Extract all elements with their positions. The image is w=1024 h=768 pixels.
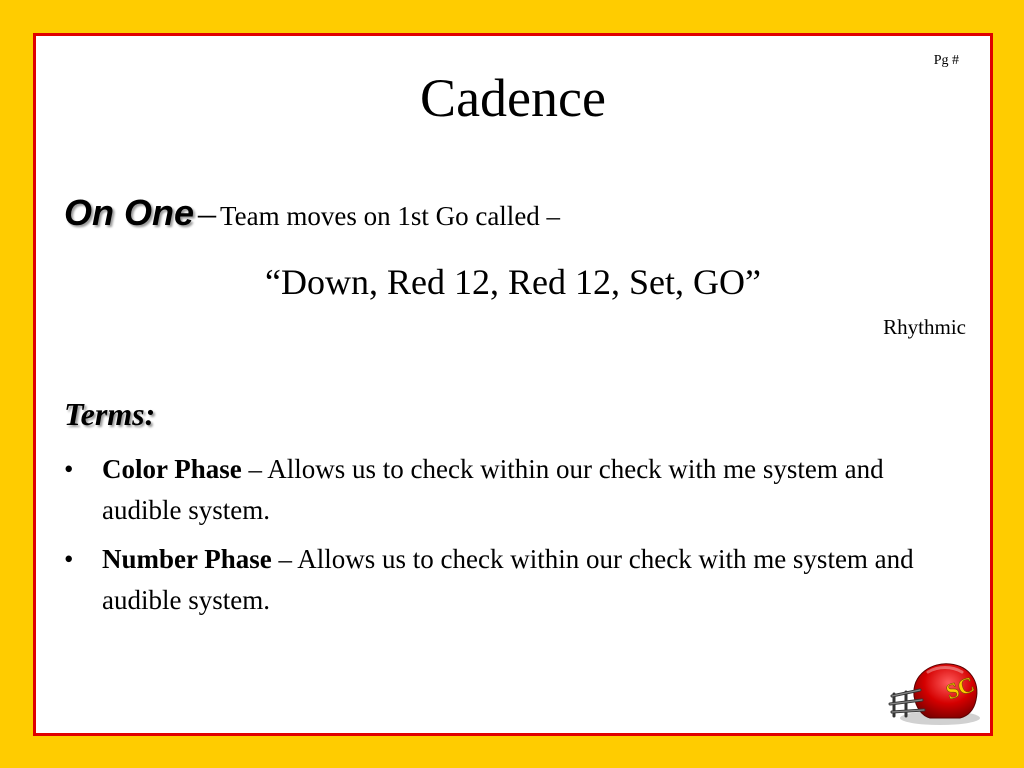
svg-text:SC: SC: [942, 671, 978, 705]
on-one-line: [64, 192, 560, 234]
list-item: [64, 539, 944, 621]
terms-list: [64, 449, 944, 629]
term-definition: – Allows us to check within our check with me system and audible system.: [102, 454, 884, 525]
on-one-dash: –: [198, 193, 217, 233]
page-number: Pg #: [933, 53, 959, 68]
terms-heading: Terms:: [64, 396, 156, 432]
term-name: Number Phase: [102, 544, 272, 574]
slide-frame: [33, 33, 993, 736]
list-item: [64, 449, 944, 531]
term-name: Color Phase: [102, 454, 242, 484]
football-helmet-icon: [884, 656, 984, 728]
slide-title: Cadence: [420, 68, 606, 128]
bullet-icon: •: [64, 454, 74, 484]
on-one-description: Team moves on 1st Go called –: [220, 201, 561, 231]
rhythm-label: Rhythmic: [883, 315, 966, 339]
on-one-heading: On One: [64, 192, 195, 233]
cadence-call: “Down, Red 12, Red 12, Set, GO”: [265, 262, 761, 302]
bullet-icon: •: [64, 544, 74, 574]
term-definition: – Allows us to check within our check with me system and audible system.: [102, 544, 914, 615]
